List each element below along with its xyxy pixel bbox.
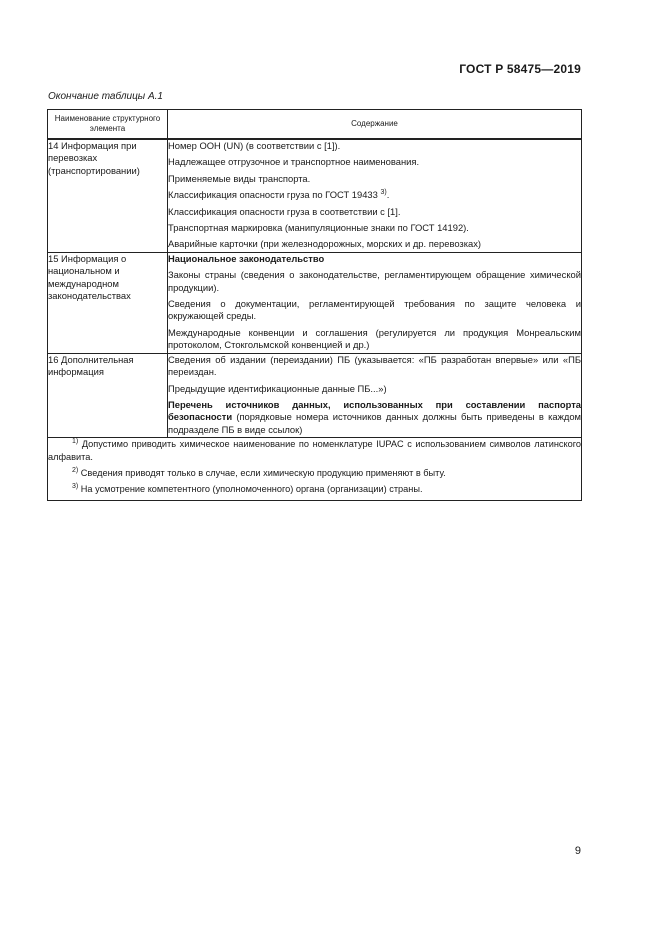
content-line: Сведения о документации, регламентирующей требования по защите человека и окружающей среды. [168,298,581,322]
table-row [48,139,582,252]
row-content [168,252,582,353]
structure-table [47,109,582,501]
footnote [48,483,581,495]
content-heading: Национальное законодательство [168,252,325,264]
footnotes-row [48,438,582,501]
content-line: Сведения об издании (переиздании) ПБ (указывается: «ПБ разработан впервые» или «ПБ переиздан. [168,353,581,378]
row-name: 16 Дополнительная информация [48,353,168,437]
table-header-row [48,110,582,140]
content-line: Транспортная маркировка (манипуляционные знаки по ГОСТ 14192). [168,222,469,234]
content-line: Международные конвенции и соглашения (регулируется ли продукция Монреальским протоколом, Стокгольмской конвенцией и др.) [168,326,581,351]
header-content: Содержание [168,110,582,140]
footnote-mark: 3) [72,483,79,491]
table-row [48,353,582,437]
footnote-mark: 1) [72,438,79,446]
content-line [168,189,581,201]
content-text: (порядковые номера источников данных должны быть приведены в каждом подразделе ПБ в виде ссылок) [168,411,581,435]
row-name: 14 Информация при перевозках (транспортировании) [48,139,168,252]
footnote [48,467,581,479]
footnotes [48,438,582,501]
footnote-ref: 3) [380,189,387,197]
table-row [48,252,582,353]
content-line: Номер ООН (UN) (в соответствии с [1]). [168,140,341,151]
standard-code: ГОСТ Р 58475—2019 [459,62,581,76]
content-line: Законы страны (сведения о законодательстве, регламентирующем обращение химической продукции). [168,269,581,293]
content-line: Аварийные карточки (при железнодорожных, морских и др. перевозках) [168,238,482,250]
content-text: Классификация опасности груза по ГОСТ 19433 [168,189,381,201]
row-content [168,139,582,252]
footnote-text: Допустимо приводить химическое наименование по номенклатуре IUPAC с использованием символов латинского алфавита. [48,439,581,462]
content-heading: Перечень источников данных, использованных при составлении паспорта безопасности [168,398,581,423]
footnote-text: На усмотрение компетентного (уполномоченного) органа (организации) страны. [78,484,423,495]
row-content [168,353,582,437]
footnote [48,438,581,463]
page-number: 9 [574,845,581,857]
row-name: 15 Информация о национальном и международном законодательствах [48,252,168,353]
content-line: Классификация опасности груза в соответствии с [1]. [168,205,401,217]
table-caption: Окончание таблицы А.1 [48,91,163,102]
header-structural-element: Наименование структурного элемента [48,110,168,140]
content-line: Надлежащее отгрузочное и транспортное наименования. [168,156,420,168]
content-line [168,399,581,436]
content-line: Предыдущие идентификационные данные ПБ...») [168,382,387,394]
footnote-text: Сведения приводят только в случае, если химическую продукцию применяют в быту. [78,467,446,478]
content-line: Применяемые виды транспорта. [168,172,311,184]
footnote-mark: 2) [72,466,79,474]
content-text: . [386,189,390,201]
